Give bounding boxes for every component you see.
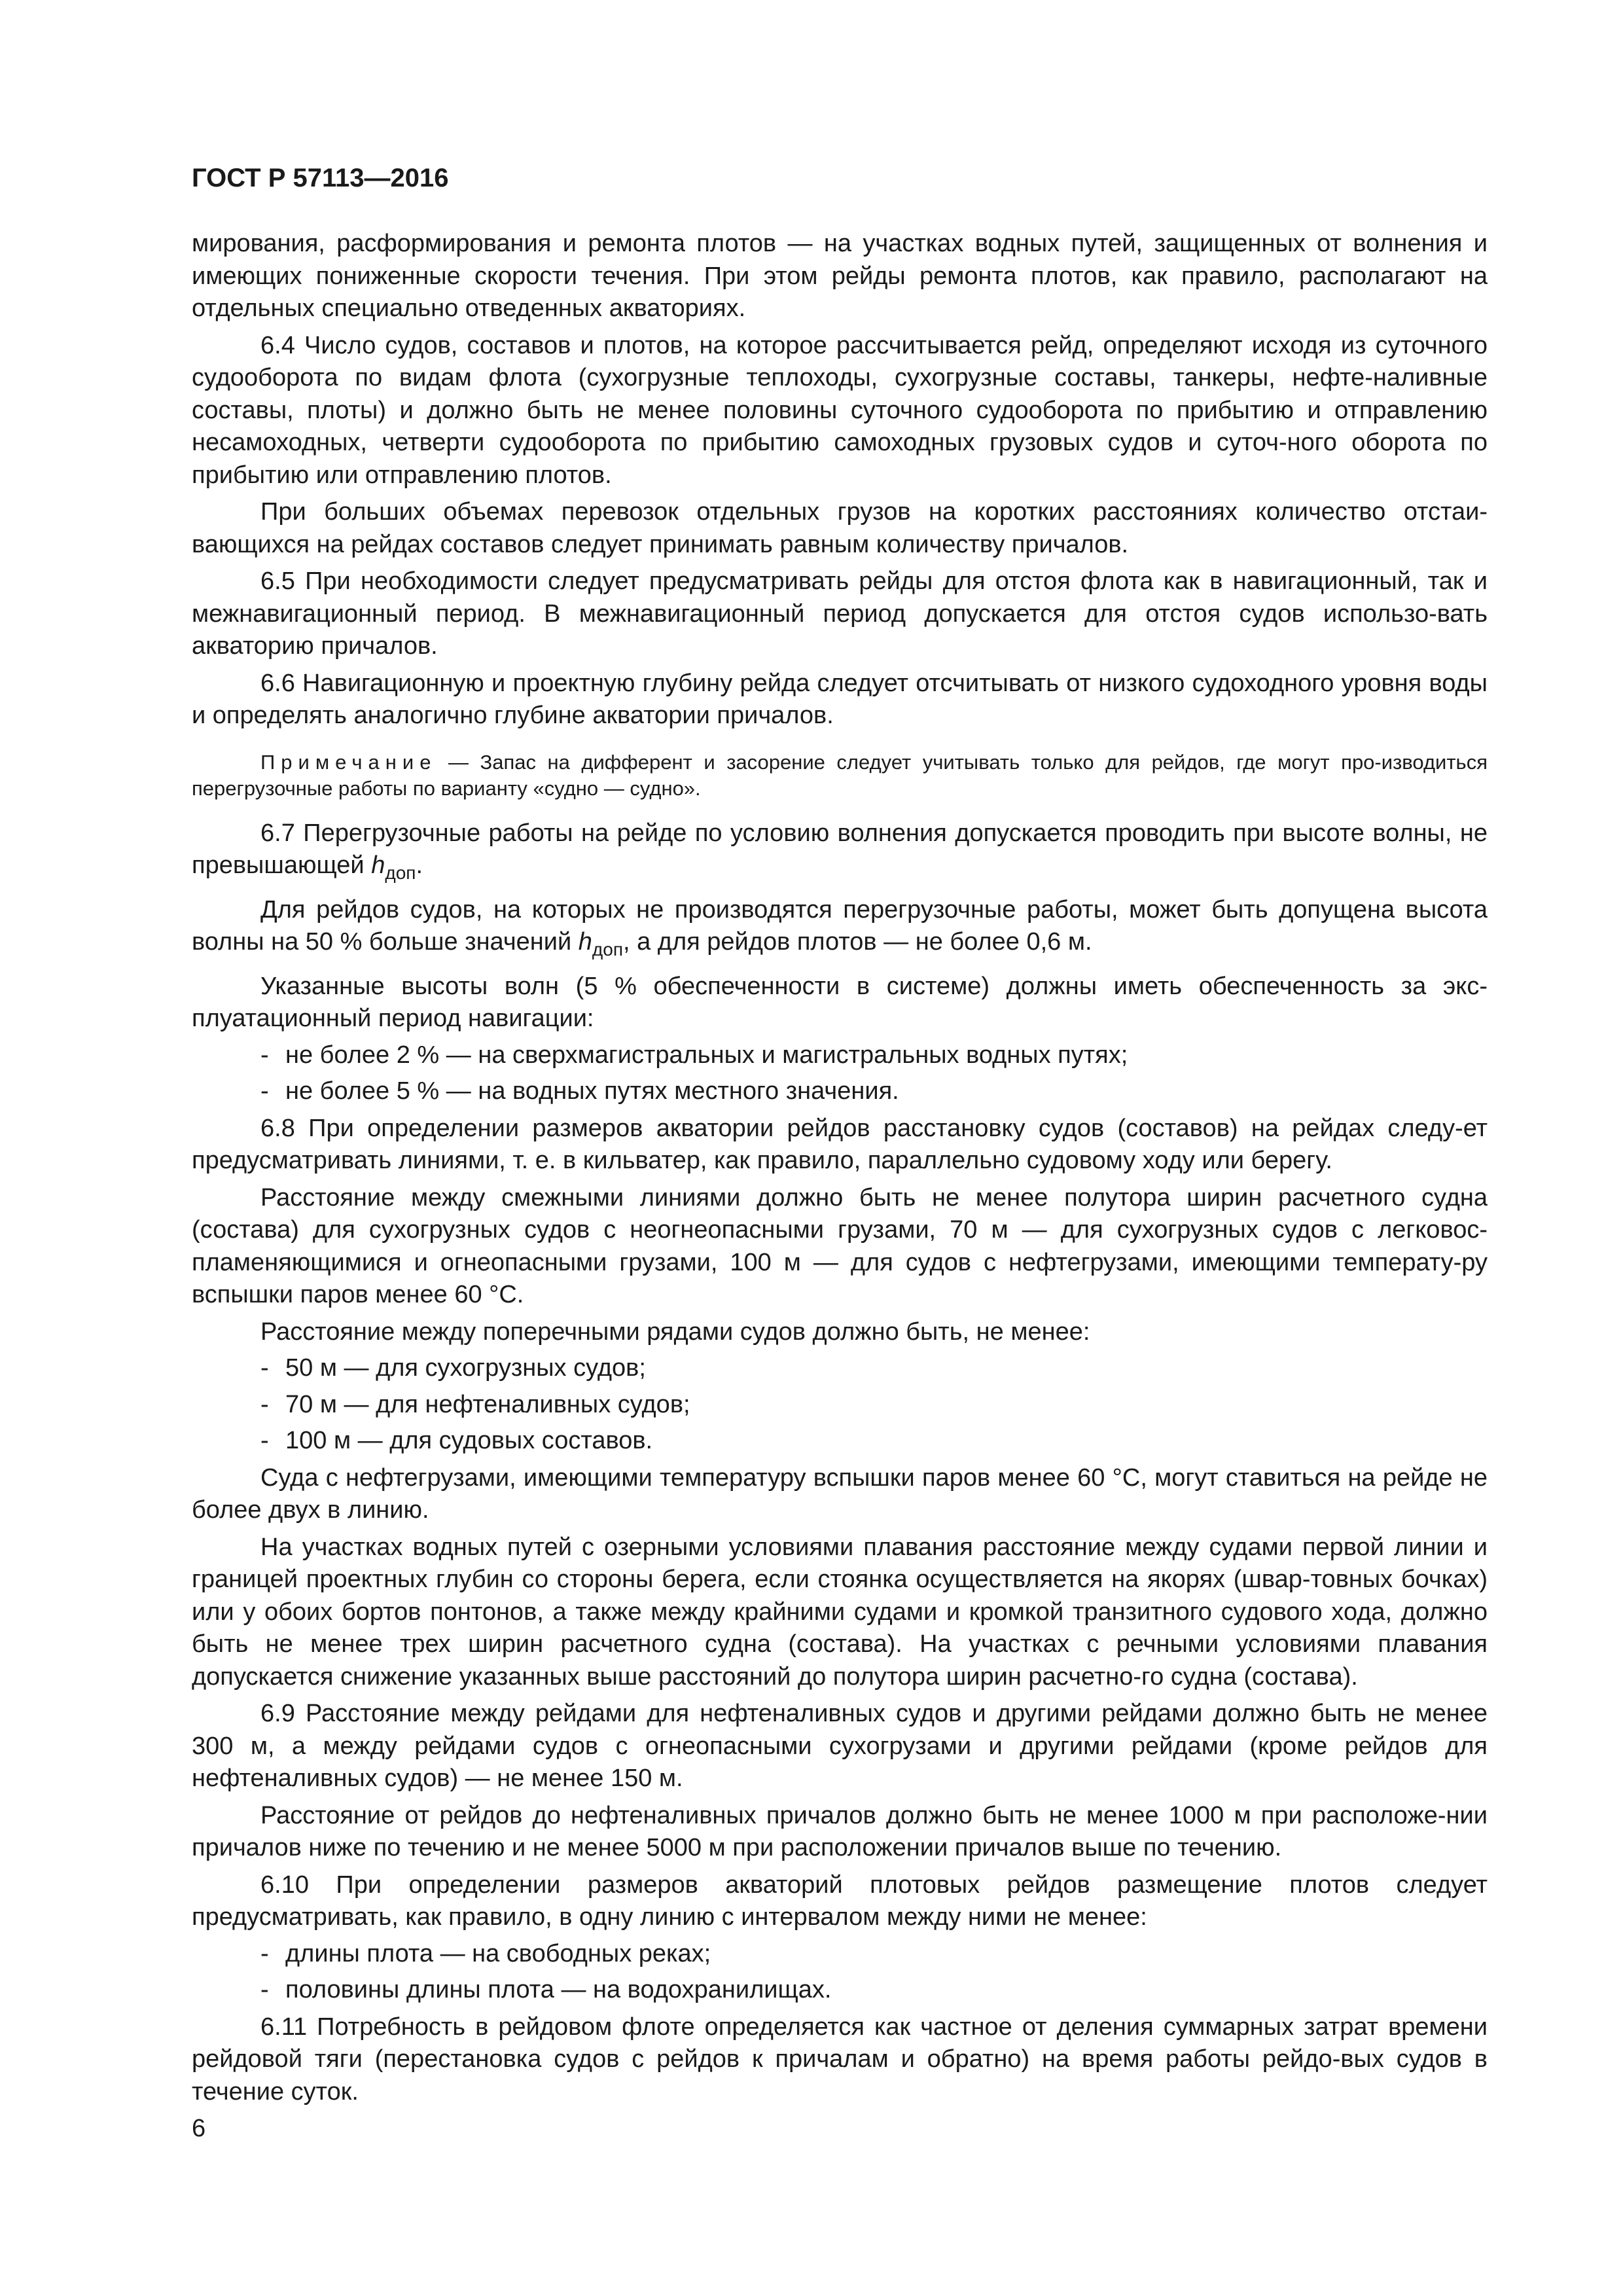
wave-height-subscript: доп xyxy=(385,863,416,883)
paragraph-oil-berths-distance: Расстояние от рейдов до нефтеналивных причалов должно быть не менее 1000 м при расположе-нии причалов ниже по течению и не менее 5000 м при расположении причалов выше по течению. xyxy=(192,1801,1488,1861)
list-dash: - xyxy=(260,1041,269,1069)
document-body xyxy=(192,228,1488,2108)
list-item: - 70 м — для нефтеналивных судов; xyxy=(192,1389,1488,1422)
list-item: - половины длины плота — на водохранилищах. xyxy=(192,1974,1488,2007)
paragraph-6-8: 6.8 При определении размеров акватории рейдов расстановку судов (составов) на рейдах следу-ет предусматривать линиями, т. е. в кильватер, как правило, параллельно судовому ходу или берегу. xyxy=(192,1114,1488,1174)
wave-height-symbol: h xyxy=(371,852,385,879)
list-item: - 50 м — для сухогрузных судов; xyxy=(192,1352,1488,1385)
list-dash: - xyxy=(260,1939,269,1967)
list-dash: - xyxy=(260,1976,269,2003)
paragraph-oil-cargo-vessels: Суда с нефтегрузами, имеющими температуру вспышки паров менее 60 °С, могут ставиться на рейде не более двух в линию. xyxy=(192,1463,1488,1524)
paragraph-adjacent-lines: Расстояние между смежными линиями должно быть не менее полутора ширин расчетного судна (состава) для сухогрузных судов с неогнеопасными грузами, 70 м — для сухогрузных судов с легковос-пламеняющимися и огнеопасными грузами, 100 м — для судов с нефтегрузами, имеющими температу-ру вспышки паров менее 60 °С. xyxy=(192,1183,1488,1308)
list-item: - не более 2 % — на сверхмагистральных и магистральных водных путях; xyxy=(192,1039,1488,1072)
note-label: Примечание xyxy=(260,750,437,774)
note xyxy=(192,749,1488,802)
paragraph-6-7-end: . xyxy=(416,852,423,879)
paragraph-6-10: 6.10 При определении размеров акваторий плотовых рейдов размещение плотов следует предусматривать, как правило, в одну линию с интервалом между ними не менее: xyxy=(192,1871,1488,1931)
paragraph-6-9: 6.9 Расстояние между рейдами для нефтеналивных судов и другими рейдами должно быть не менее 300 м, а между рейдами судов с огнеопасными сухогрузами и другими рейдами (кроме рейдов для нефтеналивных судов) — не менее 150 м. xyxy=(192,1700,1488,1792)
list-dash: - xyxy=(260,1390,269,1418)
list-dash: - xyxy=(260,1427,269,1454)
list-dash: - xyxy=(260,1077,269,1105)
note-text: — Запас на дифферент и засорение следует учитывать только для рейдов, где могут про-изводиться перегрузочные работы по варианту «судно — судно». xyxy=(192,750,1488,800)
paragraph-6-7-no-transshipment xyxy=(192,894,1488,966)
paragraph-6-11: 6.11 Потребность в рейдовом флоте определяется как частное от деления суммарных затрат времени рейдовой тяги (перестановка судов с рейдов к причалам и обратно) на время работы рейдо-вых судов в течение суток. xyxy=(192,2013,1488,2106)
paragraph-wave-text: Для рейдов судов, на которых не производятся перегрузочные работы, может быть допущена высота волны на 50 % больше значений xyxy=(192,895,1488,956)
paragraph-transverse-rows: Расстояние между поперечными рядами судов должно быть, не менее: xyxy=(260,1318,1090,1346)
list-item: - 100 м — для судовых составов. xyxy=(192,1425,1488,1458)
wave-height-subscript: доп xyxy=(592,939,623,960)
paragraph-6-7-text: 6.7 Перегрузочные работы на рейде по условию волнения допускается проводить при высоте волны, не превышающей xyxy=(192,819,1488,879)
paragraph-wave-probability: Указанные высоты волн (5 % обеспеченности в системе) должны иметь обеспеченность за экс-плуатационный период навигации: xyxy=(192,972,1488,1032)
paragraph-wave-end: , а для рейдов плотов — не более 0,6 м. xyxy=(623,928,1092,956)
list-item: - не более 5 % — на водных путях местного значения. xyxy=(192,1075,1488,1108)
paragraph-6-5: 6.5 При необходимости следует предусматривать рейды для отстоя флота как в навигационный, так и межнавигационный период. В межнавигационный период допускается для отстоя судов использо-вать акваторию причалов. xyxy=(192,567,1488,660)
paragraph-continuation: мирования, расформирования и ремонта плотов — на участках водных путей, защищенных от волнения и имеющих пониженные скорости течения. При этом рейды ремонта плотов, как правило, располагают на отдельных специально отведенных акваториях. xyxy=(192,230,1488,322)
paragraph-6-4-large-volumes: При больших объемах перевозок отдельных грузов на коротких расстояниях количество отстаи-вающихся на рейдах составов следует принимать равным количеству причалов. xyxy=(192,498,1488,558)
paragraph-6-4: 6.4 Число судов, составов и плотов, на которое рассчитывается рейд, определяют исходя из суточного судооборота по видам флота (сухогрузные теплоходы, сухогрузные составы, танкеры, нефте-наливные составы, плоты) и должно быть не менее половины суточного судооборота по прибытию и отправлению несамоходных, четверти судооборота по прибытию самоходных грузовых судов и суточ-ного оборота по прибытию или отправлению плотов. xyxy=(192,331,1488,489)
wave-height-symbol: h xyxy=(578,928,592,956)
document-standard-header: ГОСТ Р 57113—2016 xyxy=(192,164,449,192)
paragraph-6-6: 6.6 Навигационную и проектную глубину рейда следует отсчитывать от низкого судоходного уровня воды и определять аналогично глубине акватории причалов. xyxy=(192,669,1488,729)
page-number: 6 xyxy=(192,2115,206,2142)
list-item: - длины плота — на свободных реках; xyxy=(192,1938,1488,1971)
list-dash: - xyxy=(260,1354,269,1382)
paragraph-6-7 xyxy=(192,817,1488,889)
paragraph-lake-conditions: На участках водных путей с озерными условиями плавания расстояние между судами первой линии и границей проектных глубин со стороны берега, если стоянка осуществляется на якорях (швар-товных бочках) или у обоих бортов понтонов, а также между крайними судами и кромкой транзитного судового хода, должно быть не менее трех ширин расчетного судна (состава). На участках с речными условиями плавания допускается снижение указанных выше расстояний до полутора ширин расчетно-го судна (состава). xyxy=(192,1533,1488,1691)
